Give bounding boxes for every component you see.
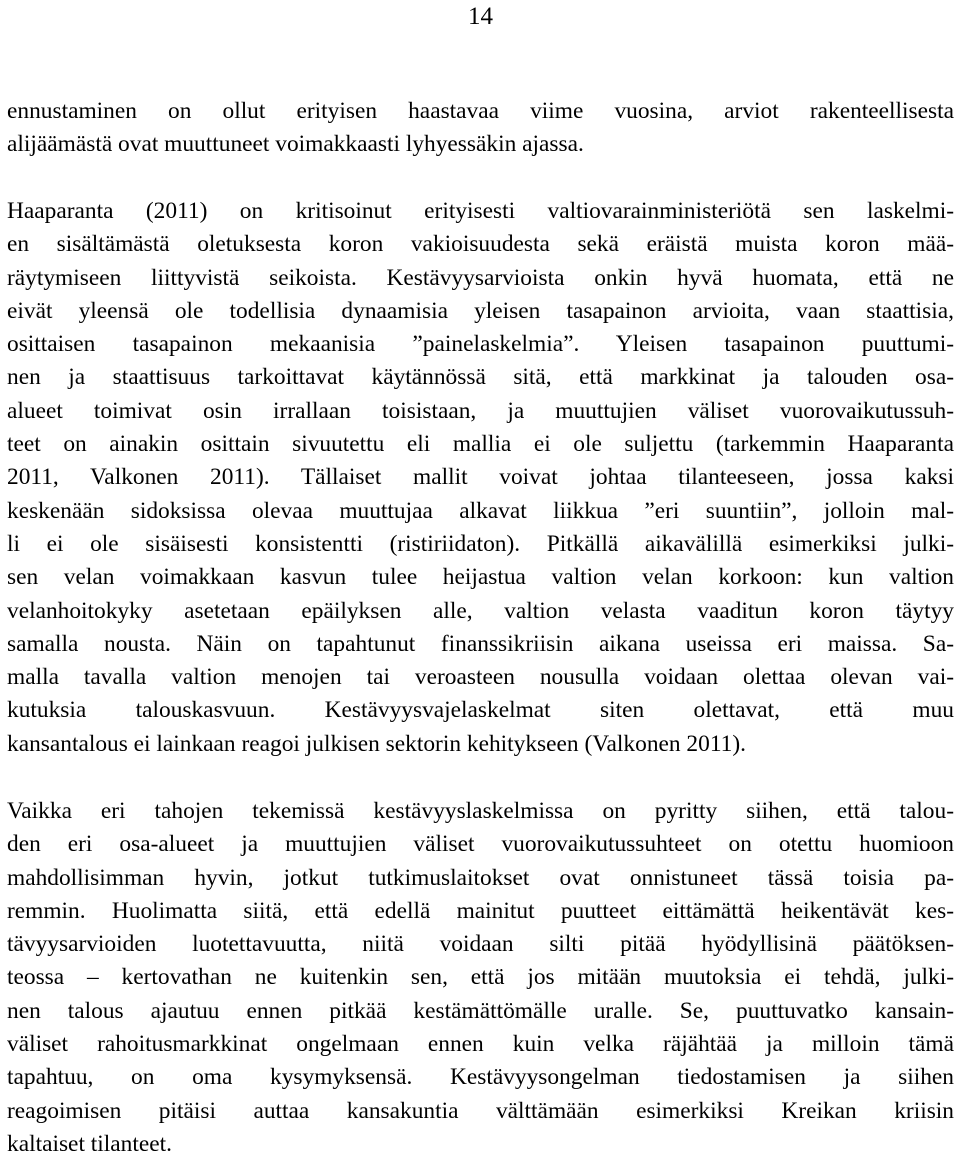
- text-line: mahdollisimman hyvin, jotkut tutkimuslaitokset ovat onnistuneet tässä toisia pa-: [7, 864, 954, 891]
- text-line: nen talous ajautuu ennen pitkää kestämättömälle uralle. Se, puuttuvatko kansain-: [7, 997, 954, 1024]
- text-line: den eri osa-alueet ja muuttujien väliset vuorovaikutussuhteet on otettu huomioon: [7, 831, 954, 858]
- text-line: räytymiseen liittyvistä seikoista. Kestävyysarvioista onkin hyvä huomata, että ne: [7, 264, 954, 291]
- text-line: malla tavalla valtion menojen tai veroasteen nousulla voidaan olettaa olevan vai-: [7, 664, 954, 691]
- text-line: sen velan voimakkaan kasvun tulee heijastua valtion velan korkoon: kun valtion: [7, 564, 954, 591]
- text-line: en sisältämästä oletuksesta koron vakioisuudesta sekä eräistä muista koron mää-: [7, 231, 954, 258]
- text-line: osittaisen tasapainon mekaanisia ”painelaskelmia”. Yleisen tasapainon puuttumi-: [7, 331, 954, 358]
- text-line: tävyysarvioiden luotettavuutta, niitä voidaan silti pitää hyödyllisinä päätöksen-: [7, 931, 954, 958]
- text-line: samalla nousta. Näin on tapahtunut finanssikriisin aikana useissa eri maissa. Sa-: [7, 630, 954, 657]
- text-line: teet on ainakin osittain sivuutettu eli mallia ei ole suljettu (tarkemmin Haaparanta: [7, 431, 954, 458]
- text-line: nen ja staattisuus tarkoittavat käytännössä sitä, että markkinat ja talouden osa-: [7, 364, 954, 391]
- paragraph-2: [7, 195, 954, 761]
- text-line: 2011, Valkonen 2011). Tällaiset mallit voivat johtaa tilanteeseen, jossa kaksi: [7, 464, 954, 491]
- text-line: tapahtuu, on oma kysymyksensä. Kestävyysongelman tiedostamisen ja siihen: [7, 1064, 954, 1091]
- text-line: Vaikka eri tahojen tekemissä kestävyyslaskelmissa on pyritty siihen, että talou-: [7, 798, 954, 824]
- text-line: eivät yleensä ole todellisia dynaamisia yleisen tasapainon arvioita, vaan staattisia,: [7, 297, 954, 324]
- text-line: alueet toimivat osin irrallaan toisistaan, ja muuttujien väliset vuorovaikutussuh-: [7, 397, 954, 424]
- text-line: li ei ole sisäisesti konsistentti (ristiriidaton). Pitkällä aikavälillä esimerkiksi julki-: [7, 530, 954, 557]
- text-line: reagoimisen pitäisi auttaa kansakuntia välttämään esimerkiksi Kreikan kriisin: [7, 1097, 954, 1124]
- paragraph-1: [7, 95, 954, 162]
- text-line: Haaparanta (2011) on kritisoinut erityisesti valtiovarainministeriötä sen laskelmi-: [7, 198, 954, 224]
- text-line: ennustaminen on ollut erityisen haastavaa viime vuosina, arviot rakenteellisesta: [7, 98, 954, 124]
- text-line: remmin. Huolimatta siitä, että edellä mainitut puutteet eittämättä heikentävät kes-: [7, 897, 954, 924]
- text-line: velanhoitokyky asetetaan epäilyksen alle, valtion velasta vaaditun koron täytyy: [7, 597, 954, 624]
- text-line: väliset rahoitusmarkkinat ongelmaan ennen kuin velka räjähtää ja milloin tämä: [7, 1031, 954, 1058]
- text-line: alijäämästä ovat muuttuneet voimakkaasti lyhyessäkin ajassa.: [7, 131, 584, 158]
- page-number: 14: [468, 3, 493, 30]
- text-line: teossa – kertovathan ne kuitenkin sen, että jos mitään muutoksia ei tehdä, julki-: [7, 964, 954, 991]
- paragraph-3: [7, 795, 954, 1161]
- text-line: kutuksia talouskasvuun. Kestävyysvajelaskelmat siten olettavat, että muu: [7, 697, 954, 724]
- text-line: kansantalous ei lainkaan reagoi julkisen sektorin kehitykseen (Valkonen 2011).: [7, 730, 746, 757]
- text-line: keskenään sidoksissa olevaa muuttujaa alkavat liikkua ”eri suuntiin”, jolloin mal-: [7, 497, 954, 524]
- text-line: kaltaiset tilanteet.: [7, 1130, 172, 1157]
